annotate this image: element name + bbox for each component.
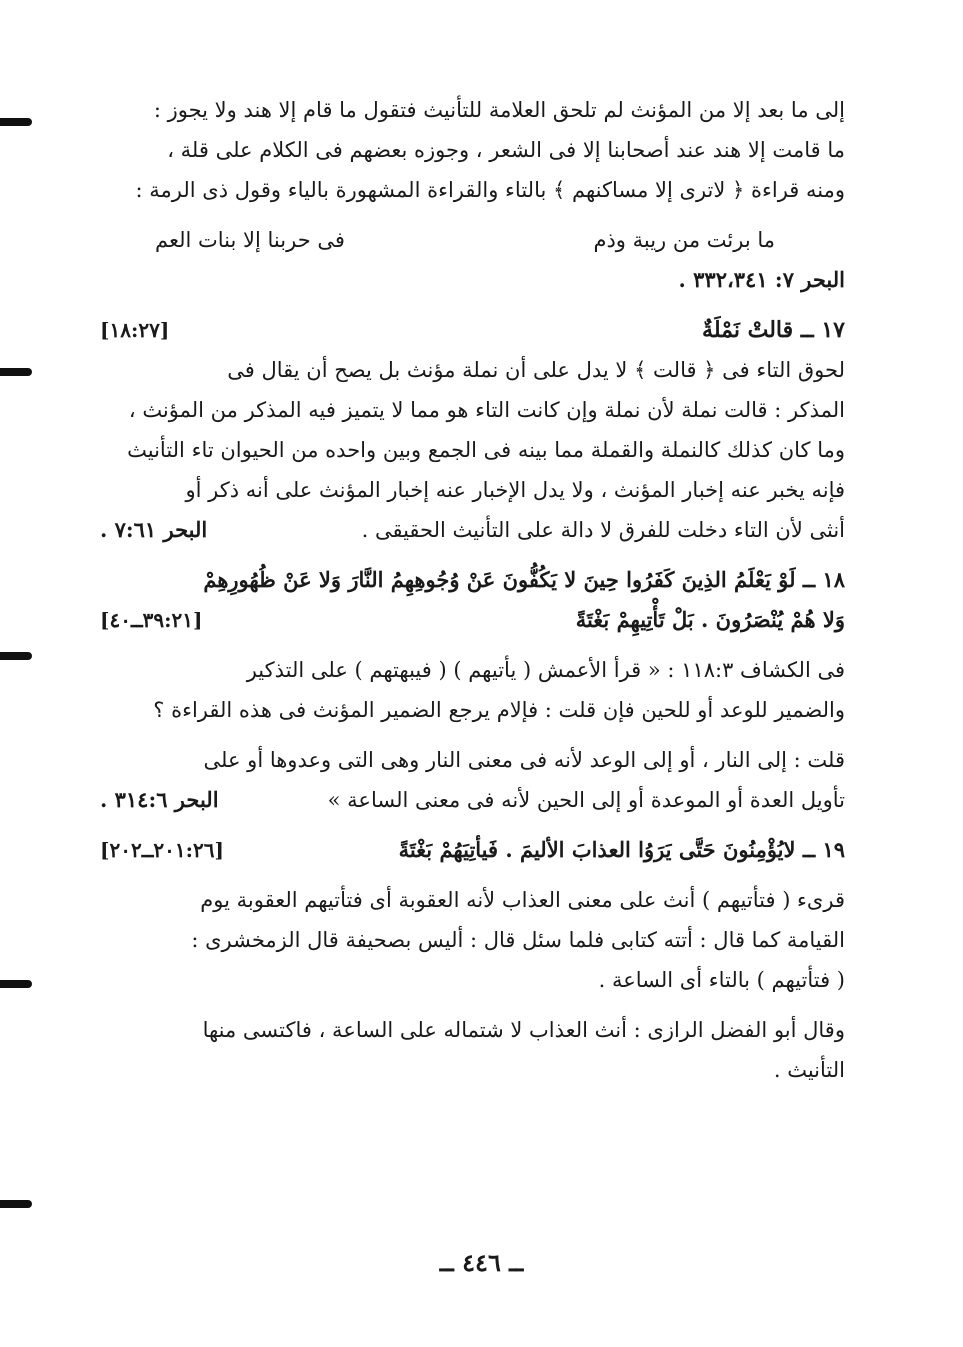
text-fragment: أنثى لأن التاء دخلت للفرق لا دالة على التأنيث الحقيقى .: [361, 518, 845, 542]
text-fragment: تأويل العدة أو الموعدة أو إلى الحين لأنه فى معنى الساعة »: [327, 788, 845, 812]
section-18-quran: [100, 560, 845, 640]
text-line: التأنيث .: [773, 1058, 845, 1082]
text-line: والضمير للوعد أو للحين فإن قلت : فإلام يرجع الضمير المؤنث فى هذه القراءة ؟: [153, 698, 845, 722]
text-line: قلت : إلى النار ، أو إلى الوعد لأنه فى معنى النار وهى التى وعدوها أو على: [203, 748, 845, 772]
paragraph-razi: [100, 1010, 845, 1090]
text-line: إلى ما بعد إلا من المؤنث لم تلحق العلامة للتأنيث فتقول ما قام إلا هند ولا يجوز :: [153, 98, 845, 122]
text-line: ما قامت إلا هند عند أصحابنا إلا فى الشعر ، وجوزه بعضهم فى الكلام على قلة ،: [167, 138, 845, 162]
quran-line: [100, 600, 845, 640]
text-line: المذكر : قالت نملة لأن نملة وإن كانت التاء هو مما لا يتميز فيه المذكر من المؤنث ،: [128, 398, 845, 422]
verse-reference: [٣٩:٢١ــ٤٠]: [100, 608, 203, 632]
text-line: فى الكشاف ١١٨:٣ : « قرأ الأعمش ( يأتيهم ) ( فيبهتهم ) على التذكير: [246, 658, 845, 682]
quran-fragment: وَلا هُمْ يُنْصَرُونَ . بَلْ تَأْتِيهِمْ بَغْتَةً: [575, 607, 845, 632]
quran-line: ١٨ ــ لَوْ يَعْلَمُ الذِينَ كَفَرُوا حِينَ لا يَكُفُّونَ عَنْ وُجُوهِهِمُ النَّارَ وَلا عَنْ ظُهُورِهِمْ: [203, 567, 845, 592]
text-line: فإنه يخبر عنه إخبار المؤنث ، ولا يدل الإخبار عنه إخبار المؤنث على أنه ذكر أو: [185, 478, 845, 502]
text-line: وما كان كذلك كالنملة والقملة مما بينه فى الجمع وبين واحده من الحيوان تاء التأنيث: [127, 438, 845, 462]
binding-mark: [0, 980, 32, 988]
paragraph-answer: [100, 740, 845, 820]
text-line: [100, 780, 845, 820]
binding-mark: [0, 1200, 32, 1208]
verse-reference: [٢٠١:٢٦ــ٢٠٢]: [100, 838, 224, 862]
paragraph-intro: [100, 90, 845, 210]
quran-line: [100, 830, 845, 870]
section-title: ١٧ ــ قالتْ نَمْلَةٌ: [702, 317, 845, 343]
source-bahr: البحر ٧:٦١ .: [100, 517, 208, 542]
text-line: وقال أبو الفضل الرازى : أنث العذاب لا شتماله على الساعة ، فاكتسى منها: [202, 1018, 845, 1042]
verse-hemistich-right: ما برئت من ريبة وذم: [593, 228, 775, 252]
text-line: ومنه قراءة ﴿ لاترى إلا مساكنهم ﴾ بالتاء والقراءة المشهورة بالياء وقول ذى الرمة :: [135, 178, 845, 202]
quran-fragment: ١٩ ــ لايُؤْمِنُونَ حَتَّى يَرَوُا العذابَ الأليمَ . فَيأتِيَهُمْ بَغْتَةً: [398, 837, 845, 862]
binding-mark: [0, 118, 32, 126]
source-citation: [100, 260, 845, 300]
verse-hemistich-left: فى حربنا إلا بنات العم: [155, 228, 345, 252]
text-line: [100, 510, 845, 550]
section-heading-17: [100, 310, 845, 350]
text-line: القيامة كما قال : أتته كتابى فلما سئل قال : أليس بصحيفة قال الزمخشرى :: [191, 928, 845, 952]
source-bahr: البحر ٧: ٣٣٢،٣٤١ .: [678, 267, 845, 292]
text-line: لحوق التاء فى ﴿ قالت ﴾ لا يدل على أن نملة مؤنث بل يصح أن يقال فى: [227, 358, 845, 382]
paragraph-19: [100, 880, 845, 1000]
paragraph-kashshaf: [100, 650, 845, 730]
poetry-verse: [100, 220, 845, 260]
page-body: [100, 90, 845, 1100]
page-number: ــ ٤٤٦ ــ: [439, 1248, 524, 1277]
section-19-quran: [100, 830, 845, 870]
text-line: قرىء ( فتأتيهم ) أنث على معنى العذاب لأنه العقوبة أى فتأتيهم العقوبة يوم: [200, 888, 845, 912]
binding-mark: [0, 368, 32, 376]
source-bahr: البحر ٣١٤:٦ .: [100, 787, 219, 812]
verse-reference: [١٨:٢٧]: [100, 318, 170, 342]
binding-mark: [0, 652, 32, 660]
paragraph-17: [100, 350, 845, 550]
text-line: ( فتأتيهم ) بالتاء أى الساعة .: [598, 968, 845, 992]
